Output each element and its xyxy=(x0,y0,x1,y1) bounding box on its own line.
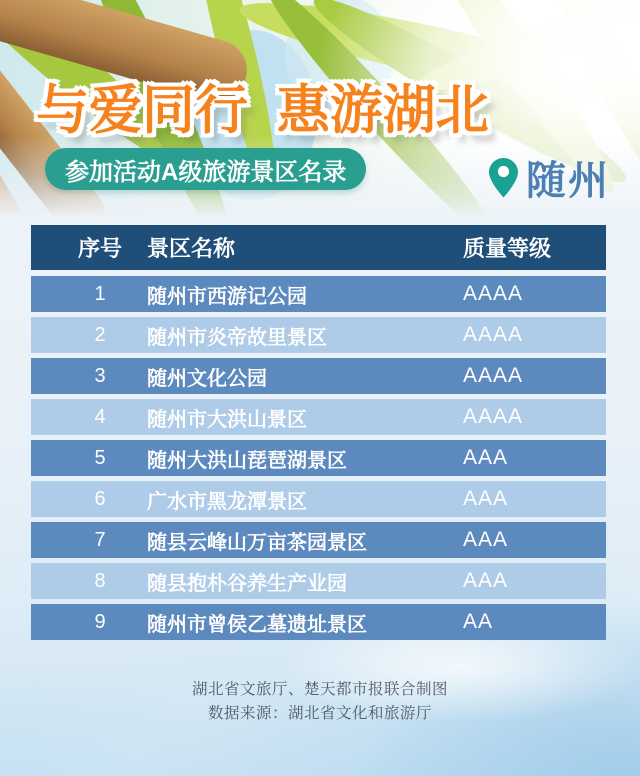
footer-line2: 数据来源：湖北省文化和旅游厅 xyxy=(207,704,432,722)
row-name: 广水市黑龙潭景区 xyxy=(147,490,307,513)
row-name: 随县抱朴谷养生产业园 xyxy=(147,572,347,595)
table-row xyxy=(31,399,606,435)
location-name: 随州 xyxy=(526,159,610,203)
footer-credits xyxy=(0,678,640,725)
row-no: 9 xyxy=(94,610,106,633)
scenic-area-table xyxy=(31,225,606,645)
row-no: 6 xyxy=(94,487,106,510)
row-name: 随州市曾侯乙墓遗址景区 xyxy=(147,613,367,636)
table-row xyxy=(31,481,606,517)
row-grade: AAAA xyxy=(463,323,524,346)
col-header-name: 景区名称 xyxy=(147,236,236,261)
footer-line1: 湖北省文旅厅、楚天都市报联合制图 xyxy=(191,681,448,698)
row-grade: AAA xyxy=(463,446,509,469)
row-name: 随州市大洪山景区 xyxy=(147,408,307,431)
location-label xyxy=(488,149,610,206)
table-row xyxy=(31,317,606,353)
row-no: 7 xyxy=(94,528,106,551)
col-header-no: 序号 xyxy=(77,236,122,261)
row-no: 4 xyxy=(94,405,106,428)
row-name: 随县云峰山万亩茶园景区 xyxy=(147,531,367,554)
row-grade: AAA xyxy=(463,528,509,551)
row-no: 5 xyxy=(94,446,106,469)
row-no: 8 xyxy=(94,569,106,592)
row-no: 3 xyxy=(94,364,106,387)
table-row xyxy=(31,440,606,476)
row-grade: AAAA xyxy=(463,405,524,428)
row-grade: AAA xyxy=(463,487,509,510)
col-header-grade: 质量等级 xyxy=(463,236,552,261)
table-row xyxy=(31,276,606,312)
row-no: 2 xyxy=(94,323,106,346)
table-row xyxy=(31,522,606,558)
row-grade: AAAA xyxy=(463,364,524,387)
subtitle-text: 参加活动A级旅游景区名录 xyxy=(65,158,347,186)
table-row xyxy=(31,563,606,599)
row-name: 随州大洪山琵琶湖景区 xyxy=(147,449,347,472)
map-pin-icon xyxy=(488,157,519,199)
poster-title: 与爱同行 惠游湖北 xyxy=(36,81,489,140)
table-row xyxy=(31,358,606,394)
table-row xyxy=(31,604,606,640)
row-name: 随州市西游记公园 xyxy=(147,285,307,308)
table-header-row xyxy=(31,225,606,270)
row-name: 随州文化公园 xyxy=(147,367,267,390)
row-grade: AAA xyxy=(463,569,509,592)
row-no: 1 xyxy=(94,282,106,305)
row-name: 随州市炎帝故里景区 xyxy=(147,326,327,349)
subtitle-badge xyxy=(45,148,366,190)
row-grade: AA xyxy=(463,610,494,633)
row-grade: AAAA xyxy=(463,282,524,305)
